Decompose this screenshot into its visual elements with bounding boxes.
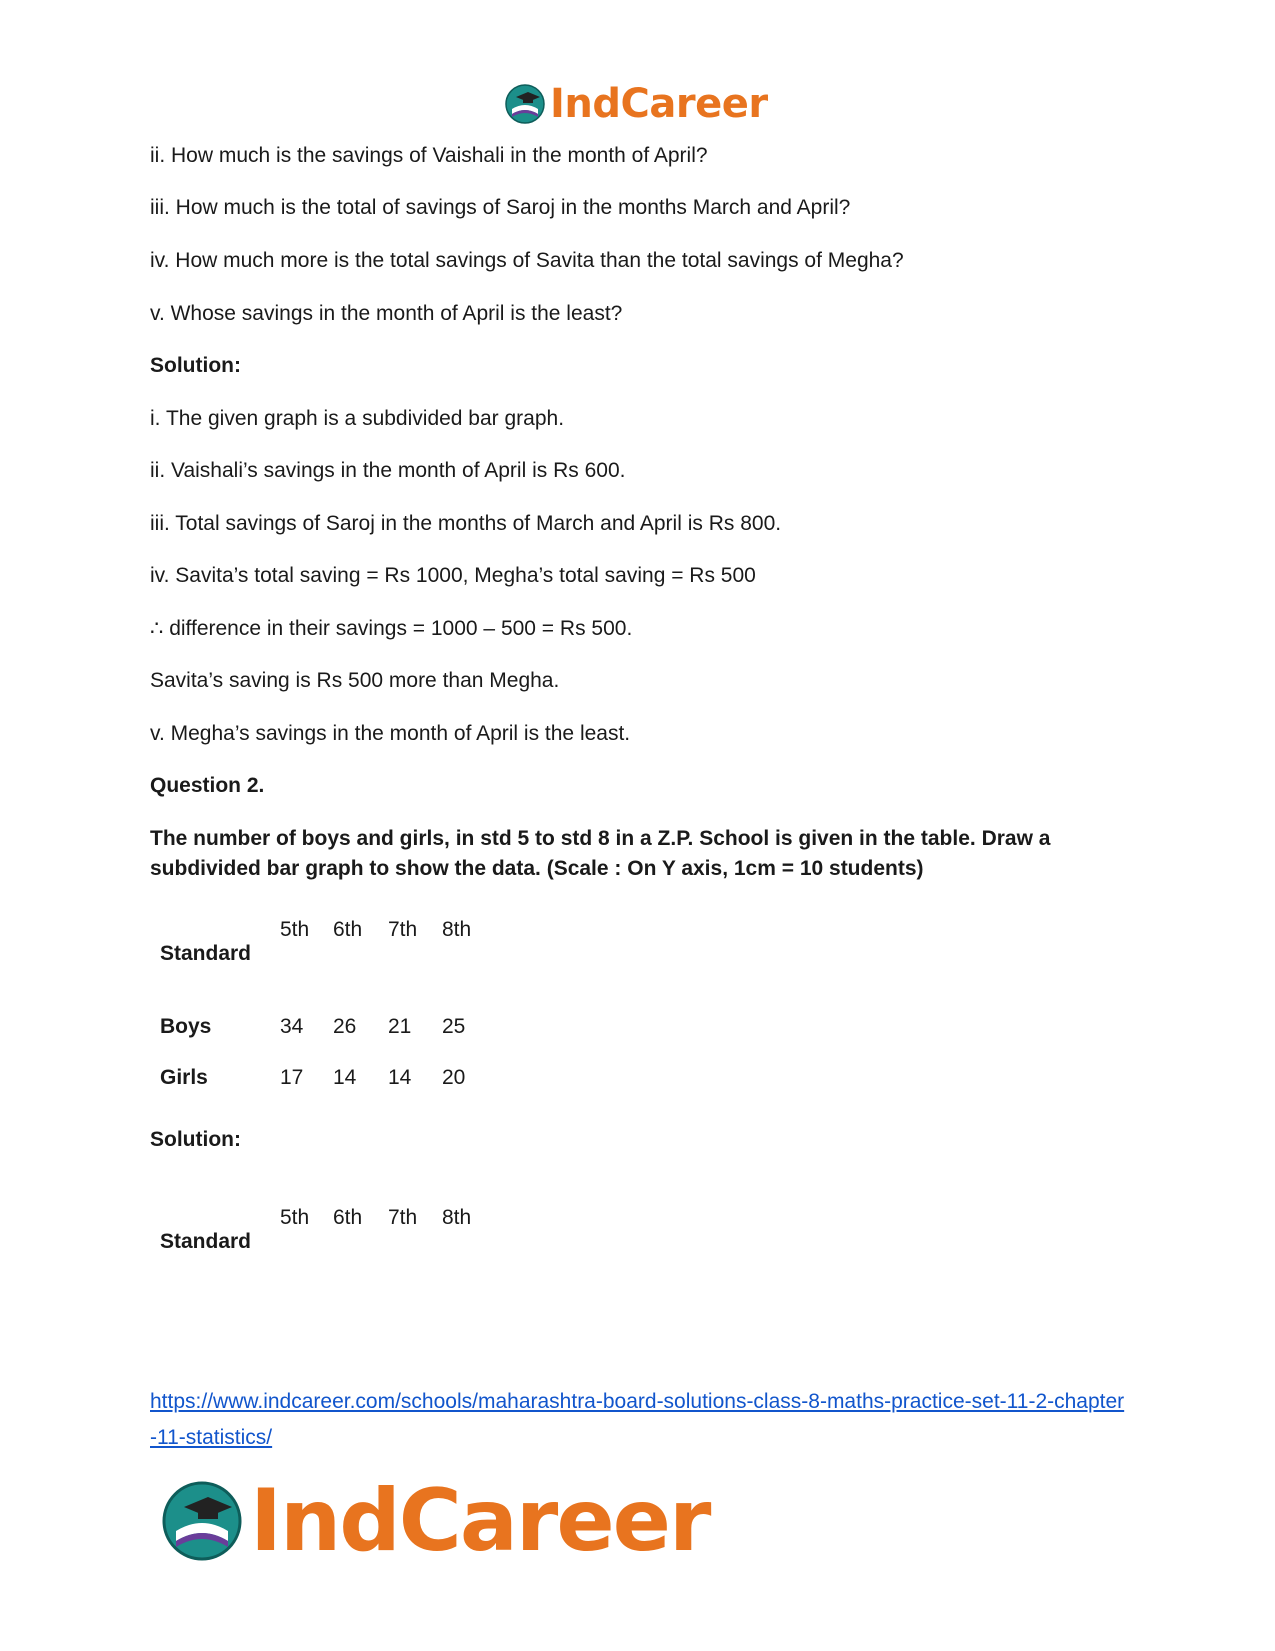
table-1-col-5th: 5th <box>280 918 310 941</box>
table-2-col-6th: 6th <box>333 1206 363 1229</box>
table-1-cell: 34 <box>280 1015 304 1038</box>
solution-iii: iii. Total savings of Saroj in the months of March and April is Rs 800. <box>150 512 782 535</box>
solution-i: i. The given graph is a subdivided bar graph. <box>150 407 565 430</box>
solution-iv: iv. Savita’s total saving = Rs 1000, Megha’s total saving = Rs 500 <box>150 564 756 587</box>
table-1-cell: 14 <box>333 1066 357 1089</box>
solution-heading-2: Solution: <box>150 1128 241 1151</box>
table-1-row-girls-label: Girls <box>160 1066 208 1089</box>
table-1-col-6th: 6th <box>333 918 363 941</box>
solution-v: v. Megha’s savings in the month of April is the least. <box>150 722 631 745</box>
solution-iv-conclusion: Savita’s saving is Rs 500 more than Megha. <box>150 669 560 692</box>
solution-iv-difference: ∴ difference in their savings = 1000 – 500 = Rs 500. <box>150 617 633 640</box>
logo-header <box>504 80 768 128</box>
question-iii: iii. How much is the total of savings of Saroj in the months March and April? <box>150 196 851 219</box>
table-1-cell: 20 <box>442 1066 466 1089</box>
table-2-header-label: Standard <box>160 1230 252 1253</box>
logo-wordmark: IndCareer <box>250 1471 710 1571</box>
table-1-cell: 17 <box>280 1066 304 1089</box>
table-1-row-boys-label: Boys <box>160 1015 212 1038</box>
table-1-header-label: Standard <box>160 942 252 965</box>
table-1-cell: 14 <box>388 1066 412 1089</box>
table-1-col-8th: 8th <box>442 918 472 941</box>
logo-footer <box>160 1473 709 1569</box>
source-url-link[interactable]: https://www.indcareer.com/schools/maharashtra-board-solutions-class-8-maths-practice-set-11-2-chapter-11-statistics/ <box>150 1390 1125 1449</box>
solution-heading-1: Solution: <box>150 354 241 377</box>
question-v: v. Whose savings in the month of April is the least? <box>150 302 623 325</box>
question-2-heading: Question 2. <box>150 774 265 797</box>
table-2-col-7th: 7th <box>388 1206 418 1229</box>
table-2-col-5th: 5th <box>280 1206 310 1229</box>
table-2-col-8th: 8th <box>442 1206 472 1229</box>
question-2-text: The number of boys and girls, in std 5 to std 8 in a Z.P. School is given in the table. Draw a subdivided bar graph to show the data. (Scale : On Y axis, 1cm = 10 students) <box>150 827 1051 880</box>
question-iv: iv. How much more is the total savings of Savita than the total savings of Megha? <box>150 249 904 272</box>
table-1-cell: 25 <box>442 1015 466 1038</box>
logo-wordmark: IndCareer <box>550 81 768 127</box>
question-ii: ii. How much is the savings of Vaishali in the month of April? <box>150 144 708 167</box>
table-1-cell: 26 <box>333 1015 357 1038</box>
solution-ii: ii. Vaishali’s savings in the month of April is Rs 600. <box>150 459 626 482</box>
table-1-cell: 21 <box>388 1015 412 1038</box>
table-1-col-7th: 7th <box>388 918 418 941</box>
globe-book-icon <box>504 83 546 125</box>
globe-book-icon <box>160 1479 244 1563</box>
